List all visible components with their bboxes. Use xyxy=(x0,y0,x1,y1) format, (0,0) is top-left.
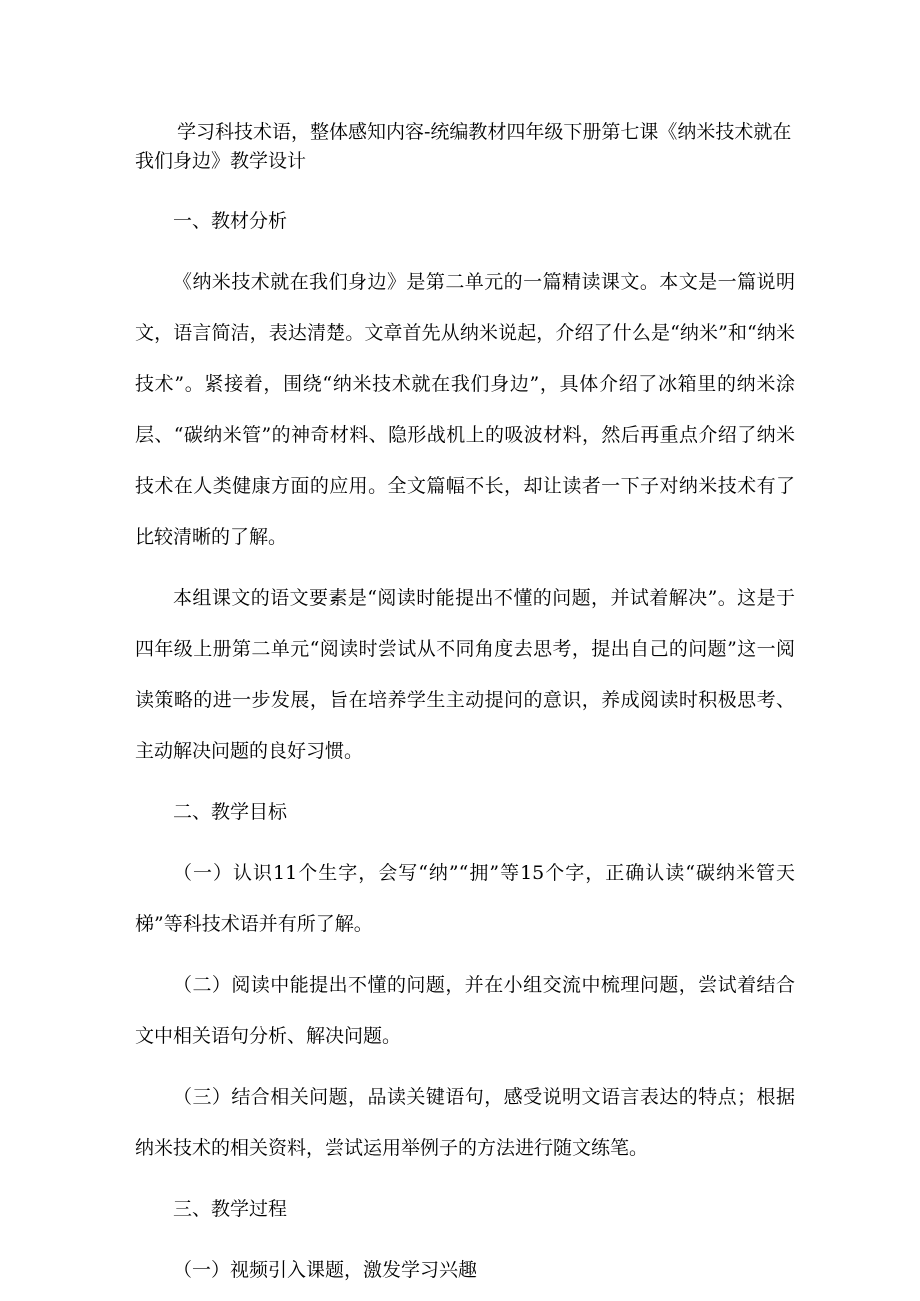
paragraph-goal-3: （三）结合相关问题，品读关键语句，感受说明文语言表达的特点；根据纳米技术的相关资料，尝试运用举例子的方法进行随文练笔。 xyxy=(135,1086,795,1159)
section-heading-teaching-goals: 二、教学目标 xyxy=(173,801,288,823)
document-page xyxy=(135,118,795,1296)
paragraph-process-1: （一）视频引入课题，激发学习兴趣 xyxy=(173,1259,478,1281)
spacer xyxy=(135,563,795,573)
spacer xyxy=(135,247,795,257)
paragraph-textbook-analysis-1: 《纳米技术就在我们身边》是第二单元的一篇精读课文。本文是一篇说明文，语言简洁，表达清楚。文章首先从纳米说起，介绍了什么是“纳米”和“纳米技术”。紧接着，围绕“纳米技术就在我们身边”，具体介绍了冰箱里的纳米涂层、“碳纳米管”的神奇材料、隐形战机上的吸波材料，然后再重点介绍了纳米技术在人类健康方面的应用。全文篇幅不长，却让读者一下子对纳米技术有了比较清晰的了解。 xyxy=(135,271,795,548)
section-heading-teaching-process: 三、教学过程 xyxy=(173,1198,288,1220)
paragraph-textbook-analysis-2: 本组课文的语文要素是“阅读时能提出不懂的问题，并试着解决”。这是于四年级上册第二单元“阅读时尝试从不同角度去思考，提出自己的问题”这一阅读策略的进一步发展，旨在培养学生主动提问的意识，养成阅读时积极思考、主动解决问题的良好习惯。 xyxy=(135,587,795,762)
spacer xyxy=(135,838,795,848)
section-heading-textbook-analysis: 一、教材分析 xyxy=(173,210,288,232)
spacer xyxy=(135,950,795,960)
spacer xyxy=(135,1174,795,1184)
spacer xyxy=(135,1235,795,1245)
paragraph-goal-1: （一）认识11个生字，会写“纳”“拥”等15个字，正确认读“碳纳米管天梯”等科技术语并有所了解。 xyxy=(135,862,795,935)
spacer xyxy=(135,777,795,787)
document-title: 学习科技术语，整体感知内容-统编教材四年级下册第七课《纳米技术就在我们身边》教学设计 xyxy=(135,121,792,172)
paragraph-goal-2: （二）阅读中能提出不懂的问题，并在小组交流中梳理问题，尝试着结合文中相关语句分析、解决问题。 xyxy=(135,974,795,1047)
spacer xyxy=(135,176,795,196)
spacer xyxy=(135,1062,795,1072)
